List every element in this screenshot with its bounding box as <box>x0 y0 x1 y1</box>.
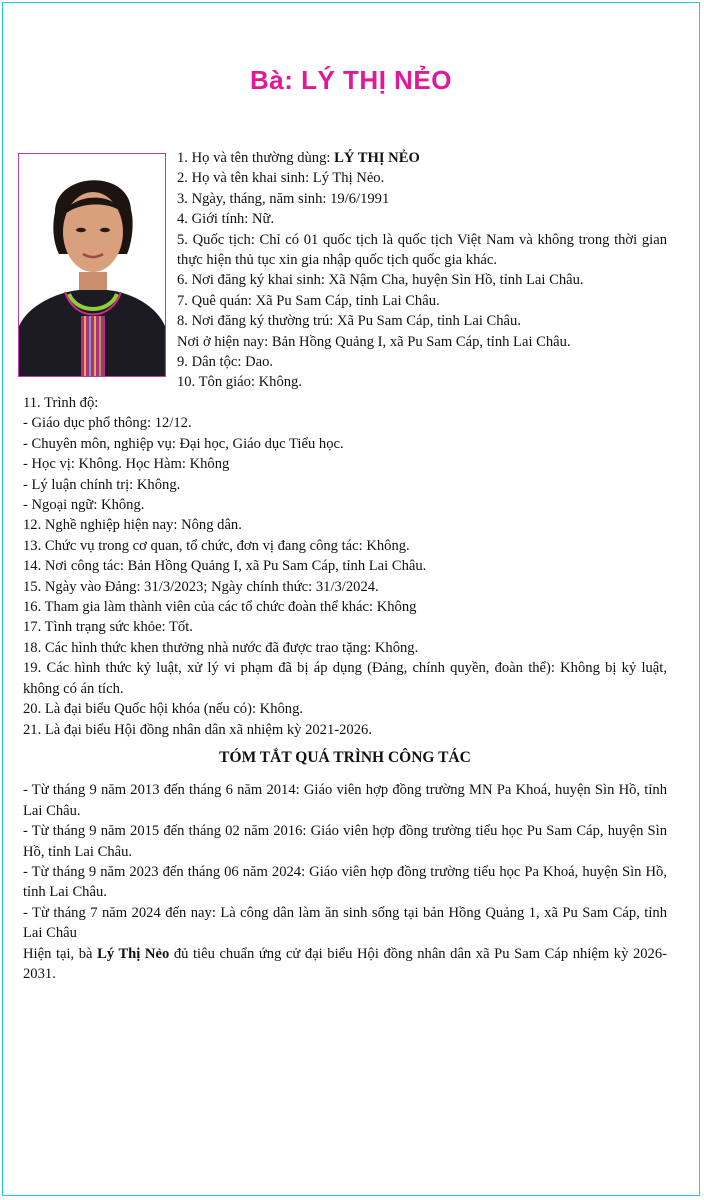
summary-item-1: - Từ tháng 9 năm 2013 đến tháng 6 năm 2014: Giáo viên hợp đồng trường MN Pa Khoá, huyện Sìn Hồ, tỉnh Lai Châu. <box>23 782 667 819</box>
info-line-16: 16. Tham gia làm thành viên của các tổ chức đoàn thể khác: Không <box>23 599 417 616</box>
document-page <box>2 2 700 1196</box>
info-line-3: 3. Ngày, tháng, năm sinh: 19/6/1991 <box>177 190 390 207</box>
info-line-18: 18. Các hình thức khen thưởng nhà nước đã được trao tặng: Không. <box>23 639 419 656</box>
personal-info-body <box>23 393 667 984</box>
personal-info-top <box>177 148 667 393</box>
info-line-14: 14. Nơi công tác: Bản Hồng Quảng I, xã Pu Sam Cáp, tỉnh Lai Châu. <box>23 558 427 575</box>
closing-suffix: đủ tiêu chuẩn ứng cử đại biểu Hội đồng nhân dân xã Pu Sam Cáp nhiệm kỳ 2026-2031. <box>23 945 667 982</box>
info-line-2: 2. Họ và tên khai sinh: Lý Thị Nẻo. <box>177 170 385 187</box>
info-line-5: 5. Quốc tịch: Chỉ có 01 quốc tịch là quốc tịch Việt Nam và không trong thời gian thực hiện thủ tục xin gia nhập quốc tịch quốc gia khác. <box>177 231 667 269</box>
info-line-13: 13. Chức vụ trong cơ quan, tổ chức, đơn vị đang công tác: Không. <box>23 537 410 554</box>
info-line-11c: - Học vị: Không. Học Hàm: Không <box>23 456 230 473</box>
info-label: 1. Họ và tên thường dùng: <box>177 150 335 166</box>
info-line-1 <box>177 148 667 168</box>
info-line-11b: - Chuyên môn, nghiệp vụ: Đại học, Giáo dục Tiểu học. <box>23 435 344 452</box>
summary-item-3: - Từ tháng 9 năm 2023 đến tháng 06 năm 2024: Giáo viên hợp đồng trường tiểu học Pa Khoá, huyện Sìn Hồ, tỉnh Lai Châu. <box>23 863 667 901</box>
closing-name: Lý Thị Nẻo <box>97 945 170 962</box>
info-line-15: 15. Ngày vào Đảng: 31/3/2023; Ngày chính thức: 31/3/2024. <box>23 578 379 595</box>
info-line-11e: - Ngoại ngữ: Không. <box>23 497 145 514</box>
info-line-20: 20. Là đại biểu Quốc hội khóa (nếu có): Không. <box>23 701 304 718</box>
info-line-17: 17. Tình trạng sức khỏe: Tốt. <box>23 619 193 636</box>
info-line-7: 7. Quê quán: Xã Pu Sam Cáp, tỉnh Lai Châu. <box>177 292 440 309</box>
info-line-9: 9. Dân tộc: Dao. <box>177 354 274 371</box>
portrait-image <box>19 154 165 376</box>
info-line-21: 21. Là đại biểu Hội đồng nhân dân xã nhiệm kỳ 2021-2026. <box>23 721 372 738</box>
info-line-19: 19. Các hình thức kỷ luật, xử lý vi phạm đã bị áp dụng (Đảng, chính quyền, đoàn thể): Không bị kỷ luật, không có án tích. <box>23 660 667 697</box>
summary-item-4: - Từ tháng 7 năm 2024 đến nay: Là công dân làm ăn sinh sống tại bản Hồng Quảng 1, xã Pu Sam Cáp, tỉnh Lai Châu <box>23 904 667 942</box>
info-line-4: 4. Giới tính: Nữ. <box>177 211 275 228</box>
summary-heading: TÓM TẮT QUÁ TRÌNH CÔNG TÁC <box>219 748 471 766</box>
summary-item-2: - Từ tháng 9 năm 2015 đến tháng 02 năm 2016: Giáo viên hợp đồng trường tiểu học Pu Sam Cáp, huyện Sìn Hồ, tỉnh Lai Châu. <box>23 823 667 860</box>
closing-statement <box>23 944 667 985</box>
info-line-11d: - Lý luận chính trị: Không. <box>23 476 181 493</box>
closing-prefix: Hiện tại, bà <box>23 945 98 962</box>
info-line-8: 8. Nơi đăng ký thường trú: Xã Pu Sam Cáp, tỉnh Lai Châu. <box>177 313 521 330</box>
info-line-12: 12. Nghề nghiệp hiện nay: Nông dân. <box>23 517 242 534</box>
candidate-photo <box>18 153 166 377</box>
info-line-8b: Nơi ở hiện nay: Bản Hồng Quảng I, xã Pu Sam Cáp, tỉnh Lai Châu. <box>177 333 571 350</box>
info-line-10: 10. Tôn giáo: Không. <box>177 374 302 391</box>
info-line-6: 6. Nơi đăng ký khai sinh: Xã Nậm Cha, huyện Sìn Hồ, tỉnh Lai Châu. <box>177 272 584 289</box>
page-title: Bà: LÝ THỊ NẺO <box>249 65 452 95</box>
info-line-11a: - Giáo dục phổ thông: 12/12. <box>23 415 192 432</box>
info-line-11: 11. Trình độ: <box>23 395 99 411</box>
candidate-name: LÝ THỊ NẺO <box>334 150 420 166</box>
